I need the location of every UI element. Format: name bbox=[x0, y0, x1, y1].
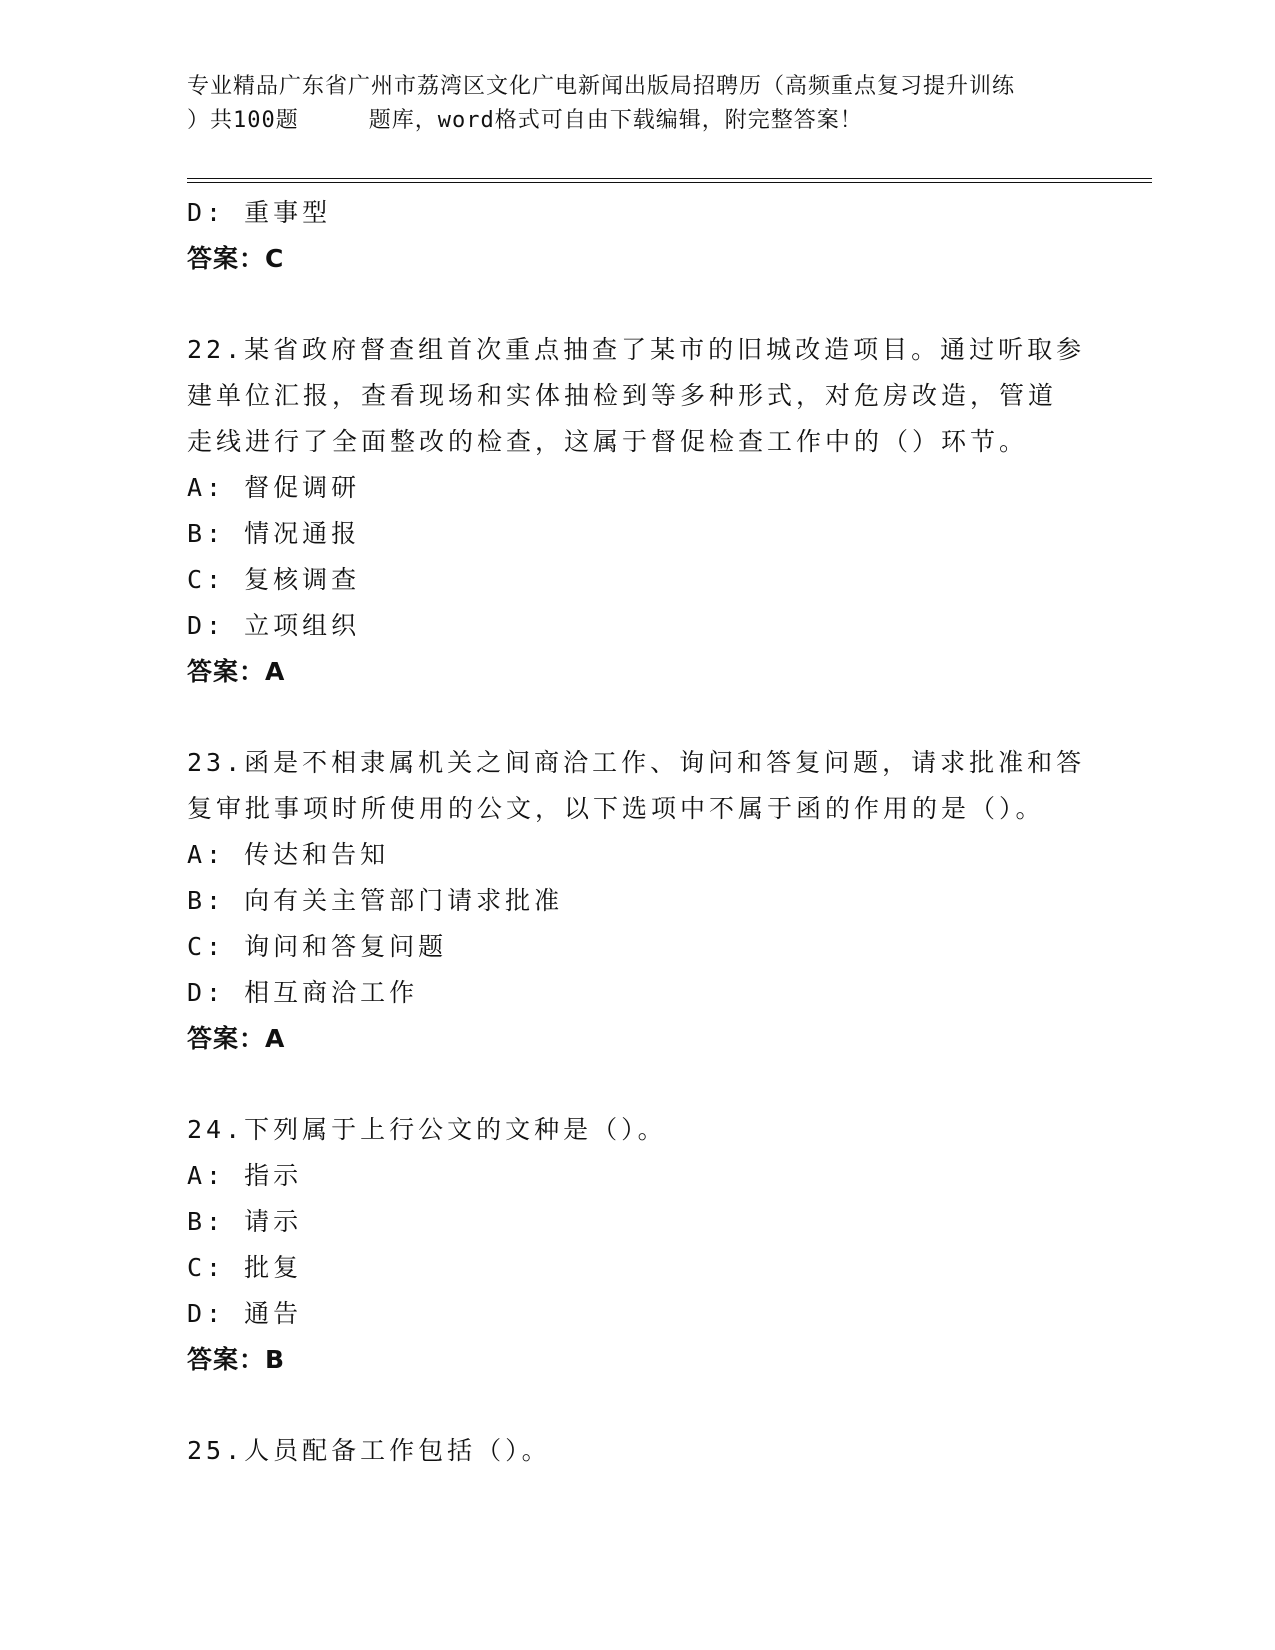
question-24 bbox=[187, 1107, 1087, 1383]
question-22 bbox=[187, 327, 1087, 695]
header-line-2b: 题库，word格式可自由下载编辑，附完整答案！ bbox=[368, 108, 863, 133]
question-22-option-c: C: 复核调查 bbox=[187, 565, 361, 594]
question-22-line-1: 22.某省政府督查组首次重点抽查了某市的旧城改造项目。通过听取参 bbox=[187, 335, 1086, 364]
question-23-line-1: 23.函是不相隶属机关之间商洽工作、询问和答复问题，请求批准和答 bbox=[187, 748, 1086, 777]
question-24-option-a: A: 指示 bbox=[187, 1161, 303, 1190]
question-23-option-d: D: 相互商洽工作 bbox=[187, 978, 419, 1007]
question-22-line-2: 建单位汇报，查看现场和实体抽检到等多种形式，对危房改造，管道 bbox=[187, 381, 1058, 410]
document-header bbox=[187, 70, 1087, 138]
question-22-option-d: D: 立项组织 bbox=[187, 611, 361, 640]
question-22-answer: 答案：A bbox=[187, 657, 286, 686]
prev-answer: 答案：C bbox=[187, 244, 285, 273]
question-23-line-2: 复审批事项时所使用的公文，以下选项中不属于函的作用的是（）。 bbox=[187, 794, 1045, 823]
question-content bbox=[187, 190, 1087, 1474]
prev-option-d: D: 重事型 bbox=[187, 198, 332, 227]
question-22-line-3: 走线进行了全面整改的检查，这属于督促检查工作中的（）环节。 bbox=[187, 427, 1029, 456]
header-rule-top bbox=[187, 178, 1152, 179]
question-23-answer: 答案：A bbox=[187, 1024, 286, 1053]
question-22-option-a: A: 督促调研 bbox=[187, 473, 361, 502]
question-23-option-b: B: 向有关主管部门请求批准 bbox=[187, 886, 564, 915]
header-line-2 bbox=[187, 104, 1087, 138]
question-25 bbox=[187, 1428, 1087, 1474]
question-22-option-b: B: 情况通报 bbox=[187, 519, 361, 548]
question-23-option-c: C: 询问和答复问题 bbox=[187, 932, 448, 961]
question-24-option-d: D: 通告 bbox=[187, 1299, 303, 1328]
question-24-option-b: B: 请示 bbox=[187, 1207, 303, 1236]
header-line-2a: ）共100题 bbox=[187, 108, 299, 133]
question-25-line-1: 25.人员配备工作包括（）。 bbox=[187, 1436, 551, 1465]
header-line-1: 专业精品广东省广州市荔湾区文化广电新闻出版局招聘历（高频重点复习提升训练 bbox=[187, 74, 1016, 99]
question-23 bbox=[187, 740, 1087, 1062]
question-24-option-c: C: 批复 bbox=[187, 1253, 303, 1282]
question-24-answer: 答案：B bbox=[187, 1345, 286, 1374]
header-rule-bottom bbox=[187, 182, 1152, 183]
question-23-option-a: A: 传达和告知 bbox=[187, 840, 390, 869]
question-24-line-1: 24.下列属于上行公文的文种是（）。 bbox=[187, 1115, 667, 1144]
